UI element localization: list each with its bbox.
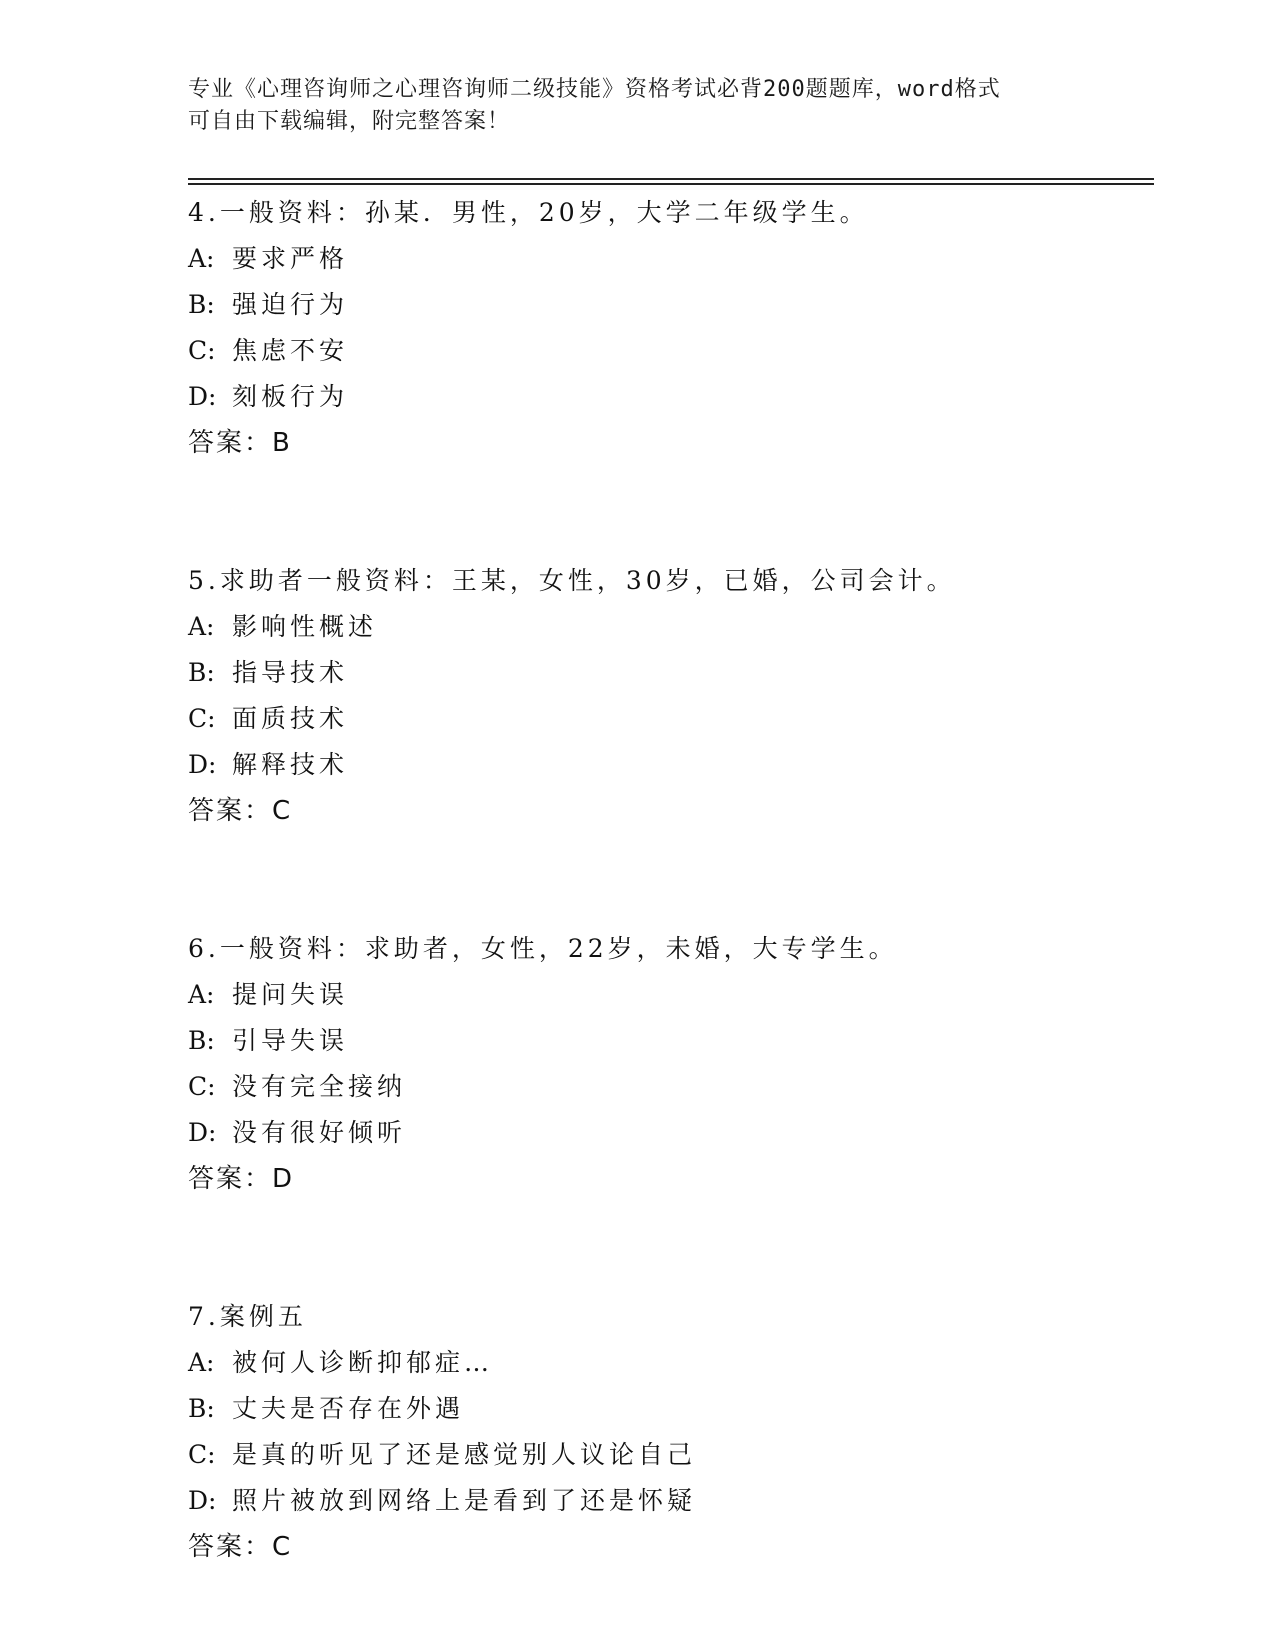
- question-7: [188, 1294, 1148, 1570]
- header-divider-bottom: [188, 183, 1154, 185]
- option-key: C:: [188, 1072, 216, 1101]
- option-b: [188, 1386, 1148, 1432]
- header-title-line-1: 专业《心理咨询师之心理咨询师二级技能》资格考试必背200题题库，word格式: [188, 77, 1001, 102]
- header-divider-top: [188, 178, 1154, 180]
- option-d: [188, 742, 1148, 788]
- option-key: A:: [188, 244, 215, 273]
- answer-line: 答案：C: [188, 1532, 293, 1562]
- option-c: [188, 1432, 1148, 1478]
- question-stem: 4.一般资料：孙某．男性，20岁，大学二年级学生。: [188, 198, 869, 227]
- option-a: [188, 1340, 1148, 1386]
- option-d: [188, 374, 1148, 420]
- option-text: 焦虑不安: [232, 336, 349, 365]
- question-stem: 5.求助者一般资料：王某，女性，30岁，已婚，公司会计。: [188, 566, 956, 595]
- option-key: B:: [188, 1026, 215, 1055]
- option-text: 影响性概述: [232, 612, 378, 641]
- option-a: [188, 236, 1148, 282]
- option-b: [188, 650, 1148, 696]
- option-key: D:: [188, 750, 217, 779]
- option-text: 引导失误: [232, 1026, 349, 1055]
- option-text: 解释技术: [232, 750, 349, 779]
- option-key: D:: [188, 382, 217, 411]
- option-key: D:: [188, 1486, 217, 1515]
- question-stem: 7.案例五: [188, 1302, 307, 1331]
- answer-line: 答案：C: [188, 796, 293, 826]
- option-key: B:: [188, 658, 215, 687]
- question-6: [188, 926, 1148, 1202]
- option-text: 照片被放到网络上是看到了还是怀疑: [232, 1486, 697, 1515]
- option-text: 强迫行为: [232, 290, 349, 319]
- option-a: [188, 972, 1148, 1018]
- option-text: 面质技术: [232, 704, 349, 733]
- question-spacer: [188, 1202, 1148, 1294]
- answer-line: 答案：B: [188, 428, 292, 458]
- option-d: [188, 1478, 1148, 1524]
- header-title-line-2: 可自由下载编辑，附完整答案！: [188, 109, 511, 134]
- option-text: 刻板行为: [232, 382, 349, 411]
- option-b: [188, 1018, 1148, 1064]
- document-header: [188, 74, 1088, 138]
- option-key: A:: [188, 612, 215, 641]
- option-text: 是真的听见了还是感觉别人议论自己: [232, 1440, 697, 1469]
- option-key: A:: [188, 1348, 215, 1377]
- option-key: B:: [188, 1394, 215, 1423]
- option-text: 被何人诊断抑郁症…: [232, 1348, 494, 1377]
- question-list: [188, 190, 1148, 1570]
- option-c: [188, 328, 1148, 374]
- option-text: 丈夫是否存在外遇: [232, 1394, 465, 1423]
- option-key: C:: [188, 704, 216, 733]
- option-text: 指导技术: [232, 658, 349, 687]
- option-key: B:: [188, 290, 215, 319]
- option-c: [188, 1064, 1148, 1110]
- option-b: [188, 282, 1148, 328]
- option-text: 没有完全接纳: [232, 1072, 407, 1101]
- option-d: [188, 1110, 1148, 1156]
- option-key: D:: [188, 1118, 217, 1147]
- option-text: 提问失误: [232, 980, 349, 1009]
- option-c: [188, 696, 1148, 742]
- option-text: 没有很好倾听: [232, 1118, 407, 1147]
- question-4: [188, 190, 1148, 466]
- option-key: C:: [188, 1440, 216, 1469]
- question-5: [188, 558, 1148, 834]
- option-key: A:: [188, 980, 215, 1009]
- option-text: 要求严格: [232, 244, 349, 273]
- option-a: [188, 604, 1148, 650]
- answer-line: 答案：D: [188, 1164, 295, 1194]
- question-spacer: [188, 834, 1148, 926]
- question-stem: 6.一般资料：求助者，女性，22岁，未婚，大专学生。: [188, 934, 898, 963]
- option-key: C:: [188, 336, 216, 365]
- question-spacer: [188, 466, 1148, 558]
